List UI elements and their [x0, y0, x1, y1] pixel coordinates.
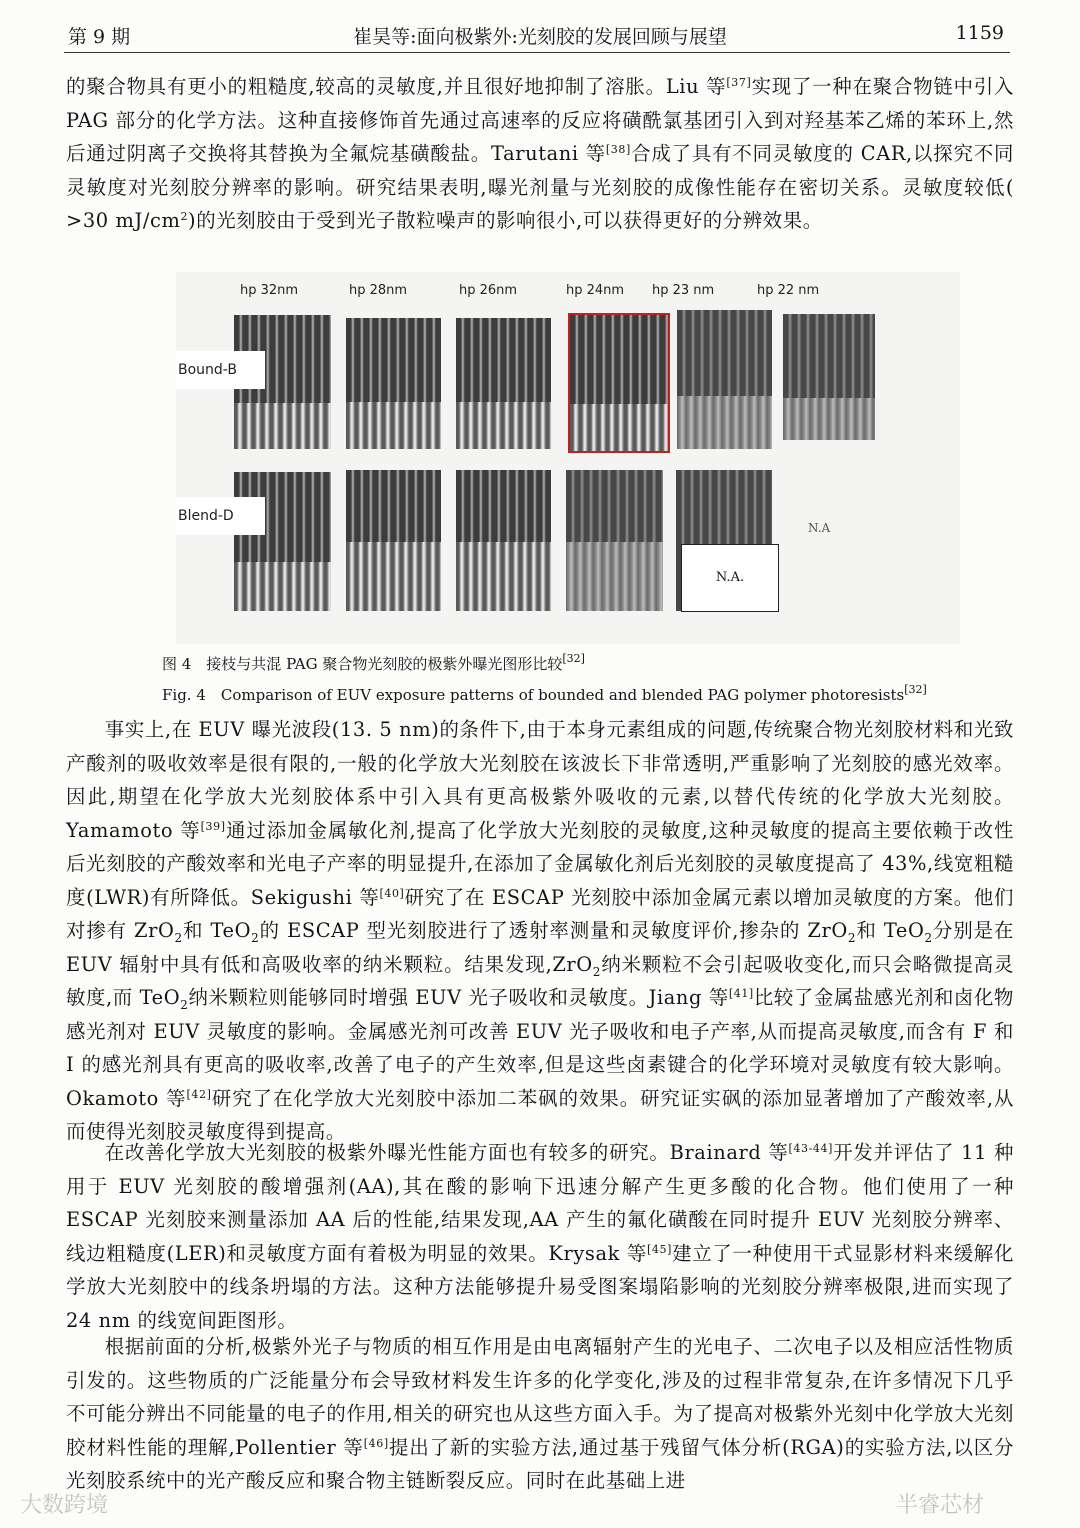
column-label: hp 23 nm — [652, 283, 715, 298]
not-available-label: N.A — [808, 521, 831, 535]
text: 合成了具有不同灵敏度的 CAR,以探究不同灵敏度对光刻胶分辨率的影响。研究结果表明,曝光剂量与光刻胶的成像性能存在密切关系。灵敏度较低( >30 mJ/cm — [66, 142, 1014, 232]
sem-image-highlighted — [570, 315, 668, 451]
text: 在改善化学放大光刻胶的极紫外曝光性能方面也有较多的研究。Brainard 等 — [104, 1141, 789, 1164]
row-label: Blend-D — [176, 497, 265, 535]
text: 开发并评估了 11 种用于 EUV 光刻胶的酸增强剂(AA),其在酸的影响下迅速分解产生更多酸的化合物。他们使用了一种 ESCAP 光刻胶来测量添加 AA 后的性能,结果发现,AA 产生的氟化磺酸在同时提升 EUV 光刻胶分辨率、线边粗糙度(LER)和灵敏度方面有着极为明显的效果。Krysak 等 — [66, 1141, 1014, 1265]
column-label: hp 26nm — [459, 283, 518, 298]
citation: [43-44] — [788, 1142, 834, 1155]
text: 和 TeO — [182, 919, 252, 942]
sem-image — [566, 470, 663, 611]
page-number: 1159 — [955, 22, 1004, 44]
row-label: Bound-B — [176, 351, 265, 389]
subscript: 2 — [251, 930, 260, 945]
paragraph-1 — [66, 70, 1014, 238]
not-available-box: N.A. — [681, 544, 779, 612]
subscript: 2 — [180, 997, 189, 1012]
superscript: 2 — [180, 210, 189, 223]
text: 提出了新的实验方法,通过基于残留气体分析(RGA)的实验方法,以区分光刻胶系统中的光产酸反应和聚合物主链断裂反应。同时在此基础上进 — [66, 1435, 1015, 1492]
text: )的光刻胶由于受到光子散粒噪声的影响很小,可以获得更好的分辨效果。 — [188, 209, 823, 232]
sem-image — [456, 470, 551, 611]
subscript: 2 — [592, 964, 602, 979]
running-header — [0, 0, 1080, 50]
citation: [46] — [363, 1436, 389, 1450]
citation: [32] — [904, 683, 927, 696]
paragraph-4 — [66, 1330, 1014, 1498]
subscript: 2 — [847, 930, 857, 945]
citation: [40] — [379, 886, 405, 900]
column-label: hp 32nm — [240, 283, 299, 298]
sem-image — [346, 470, 441, 611]
sem-image — [456, 318, 551, 449]
text: Fig. 4 Comparison of EUV exposure patterns of bounded and blended PAG polymer photoresists — [162, 686, 905, 704]
text: 图 4 接枝与共混 PAG 聚合物光刻胶的极紫外曝光图形比较 — [162, 655, 563, 673]
sem-image — [783, 314, 875, 440]
watermark-left: 大数跨境 — [20, 1493, 109, 1518]
sem-image — [346, 318, 441, 449]
citation: [45] — [646, 1242, 672, 1256]
text: 和 TeO — [856, 919, 925, 942]
text: 研究了在化学放大光刻胶中添加二苯砜的效果。研究证实砜的添加显著增加了产酸效率,从而使得光刻胶灵敏度得到提高。 — [66, 1086, 1014, 1143]
text: 实现了一种在聚合物链中引入 PAG 部分的化学方法。这种直接修饰首先通过高速率的反应将磺酰氯基团引入到对羟基苯乙烯的苯环上,然后通过阴离子交换将其替换为全氟烷基磺酸盐。Tarutani 等 — [66, 75, 1014, 165]
column-label: hp 28nm — [349, 283, 408, 298]
watermark-right: 半睿芯材 — [896, 1493, 985, 1518]
text: 研究了在 ESCAP 光刻胶中添加金属元素以增加灵敏度的方案。他们对掺有 ZrO — [66, 885, 1014, 942]
text: 事实上,在 EUV 曝光波段(13. 5 nm)的条件下,由于本身元素组成的问题,传统聚合物光刻胶材料和光致产酸剂的吸收效率是很有限的,一般的化学放大光刻胶在该波长下非常透明,严重影响了光刻胶的感光效率。因此,期望在化学放大光刻胶体系中引入具有更高极紫外吸收的元素,以替代传统的化学放大光刻胶。Yamamoto 等 — [66, 718, 1014, 842]
text: 分别是在 EUV 辐射中具有低和高吸收率的纳米颗粒。结果发现,ZrO — [66, 919, 1014, 976]
header-rule — [64, 52, 1010, 53]
citation: [41] — [728, 987, 754, 1000]
citation: [39] — [200, 819, 226, 833]
text: 通过添加金属敏化剂,提高了化学放大光刻胶的灵敏度,这种灵敏度的提高主要依赖于改性后光刻胶的产酸效率和光电子产率的明显提升,在添加了金属敏化剂后光刻胶的灵敏度提高了 43%,线宽粗糙度(LWR)有所降低。Sekigushi 等 — [66, 818, 1015, 909]
subscript: 2 — [924, 930, 933, 945]
subscript: 2 — [174, 930, 183, 945]
text: 纳米颗粒则能够同时增强 EUV 光子吸收和灵敏度。Jiang 等 — [188, 986, 729, 1009]
citation: [37] — [726, 76, 752, 89]
sem-image — [234, 472, 331, 611]
column-label: hp 24nm — [566, 283, 625, 298]
text: 纳米颗粒不会引起吸收变化,而只会略微提高灵敏度,而 TeO — [66, 952, 1015, 1009]
text: 建立了一种使用干式显影材料来缓解化学放大光刻胶中的线条坍塌的方法。这种方法能够提升易受图案塌陷影响的光刻胶分辨率极限,进而实现了 24 nm 的线宽间距图形。 — [66, 1241, 1014, 1332]
figure-caption-cn — [162, 653, 1062, 674]
issue-label: 第 9 期 — [68, 26, 131, 48]
text: 的聚合物具有更小的粗糙度,较高的灵敏度,并且很好地抑制了溶胀。Liu 等 — [66, 75, 727, 98]
paragraph-2 — [66, 713, 1014, 1149]
paragraph-3 — [66, 1136, 1014, 1337]
text: 根据前面的分析,极紫外光子与物质的相互作用是由电离辐射产生的光电子、二次电子以及相应活性物质引发的。这些物质的广泛能量分布会导致材料发生许多的化学变化,涉及的过程非常复杂,在许多情况下几乎不可能分辨出不同能量的电子的作用,相关的研究也从这些方面入手。为了提高对极紫外光刻中化学放大光刻胶材料性能的理解,Pollentier 等 — [66, 1335, 1014, 1459]
text: 的 ESCAP 型光刻胶进行了透射率测量和灵敏度评价,掺杂的 ZrO — [259, 919, 848, 942]
citation: [42] — [186, 1087, 212, 1101]
citation: [32] — [562, 652, 585, 665]
running-title: 崔昊等:面向极紫外:光刻胶的发展回顾与展望 — [353, 26, 727, 48]
sem-image — [677, 310, 772, 449]
column-label: hp 22 nm — [757, 283, 820, 298]
text: 比较了金属盐感光剂和卤化物感光剂对 EUV 灵敏度的影响。金属感光剂可改善 EUV 光子吸收和电子产率,从而提高灵敏度,而含有 F 和 I 的感光剂具有更高的吸收率,改善了电子的产生效率,但是这些卤素键合的化学环境对灵敏度有较大影响。Okamoto 等 — [66, 986, 1014, 1110]
citation: [38] — [605, 143, 631, 156]
figure-caption-en — [162, 684, 1062, 705]
